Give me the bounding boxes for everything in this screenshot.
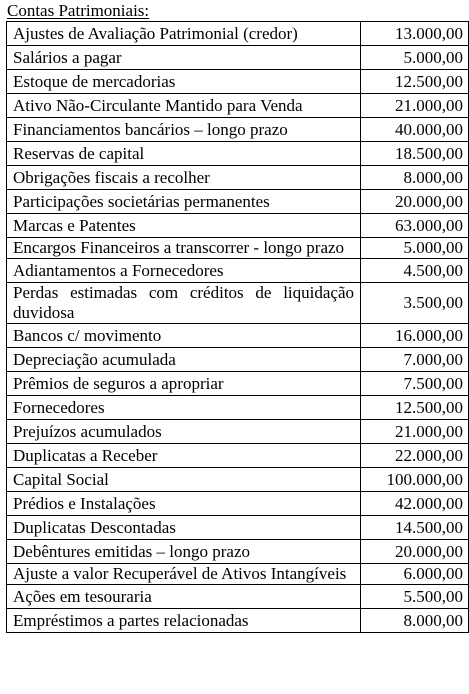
account-name: Financiamentos bancários – longo prazo	[7, 118, 361, 142]
account-name: Reservas de capital	[7, 142, 361, 166]
table-row	[7, 214, 469, 238]
table-row	[7, 46, 469, 70]
account-name: Duplicatas Descontadas	[7, 516, 361, 540]
account-value: 20.000,00	[361, 190, 469, 214]
table-row	[7, 118, 469, 142]
account-name: Capital Social	[7, 468, 361, 492]
table-row	[7, 492, 469, 516]
account-name: Prejuízos acumulados	[7, 420, 361, 444]
table-row	[7, 283, 469, 324]
table-row	[7, 372, 469, 396]
accounts-table-body	[7, 22, 469, 633]
account-value: 16.000,00	[361, 324, 469, 348]
table-row	[7, 516, 469, 540]
table-row	[7, 444, 469, 468]
account-value: 100.000,00	[361, 468, 469, 492]
table-row	[7, 94, 469, 118]
table-row	[7, 609, 469, 633]
account-value: 21.000,00	[361, 420, 469, 444]
table-caption: Contas Patrimoniais:	[7, 1, 150, 20]
account-name: Ativo Não-Circulante Mantido para Venda	[7, 94, 361, 118]
account-name: Salários a pagar	[7, 46, 361, 70]
account-value: 20.000,00	[361, 540, 469, 564]
account-value: 12.500,00	[361, 70, 469, 94]
account-name: Prêmios de seguros a apropriar	[7, 372, 361, 396]
account-value: 3.500,00	[361, 283, 469, 324]
account-name: Bancos c/ movimento	[7, 324, 361, 348]
account-name: Fornecedores	[7, 396, 361, 420]
account-name: Marcas e Patentes	[7, 214, 361, 238]
account-value: 4.500,00	[361, 259, 469, 283]
account-name: Participações societárias permanentes	[7, 190, 361, 214]
account-name: Obrigações fiscais a recolher	[7, 166, 361, 190]
account-value: 14.500,00	[361, 516, 469, 540]
account-value: 6.000,00	[361, 564, 469, 585]
account-value: 40.000,00	[361, 118, 469, 142]
table-row	[7, 70, 469, 94]
account-name: Adiantamentos a Fornecedores	[7, 259, 361, 283]
account-name: Ajuste a valor Recuperável de Ativos Intangíveis	[7, 564, 361, 585]
account-value: 22.000,00	[361, 444, 469, 468]
account-value: 5.000,00	[361, 238, 469, 259]
table-row	[7, 564, 469, 585]
account-value: 63.000,00	[361, 214, 469, 238]
account-value: 5.000,00	[361, 46, 469, 70]
table-row	[7, 420, 469, 444]
accounts-table	[6, 21, 469, 633]
account-value: 13.000,00	[361, 22, 469, 46]
table-row	[7, 585, 469, 609]
account-name: Duplicatas a Receber	[7, 444, 361, 468]
account-name: Prédios e Instalações	[7, 492, 361, 516]
account-name: Estoque de mercadorias	[7, 70, 361, 94]
account-value: 5.500,00	[361, 585, 469, 609]
table-row	[7, 324, 469, 348]
account-name: Depreciação acumulada	[7, 348, 361, 372]
account-name: Ações em tesouraria	[7, 585, 361, 609]
table-row	[7, 22, 469, 46]
account-name: Encargos Financeiros a transcorrer - longo prazo	[7, 238, 361, 259]
account-name: Debêntures emitidas – longo prazo	[7, 540, 361, 564]
account-value: 18.500,00	[361, 142, 469, 166]
table-row	[7, 468, 469, 492]
account-value: 42.000,00	[361, 492, 469, 516]
table-row	[7, 238, 469, 259]
table-row	[7, 142, 469, 166]
account-name: Ajustes de Avaliação Patrimonial (credor)	[7, 22, 361, 46]
account-value: 21.000,00	[361, 94, 469, 118]
table-row	[7, 396, 469, 420]
table-row	[7, 190, 469, 214]
table-row	[7, 348, 469, 372]
table-row	[7, 259, 469, 283]
account-value: 8.000,00	[361, 609, 469, 633]
account-value: 7.500,00	[361, 372, 469, 396]
account-name: Perdas estimadas com créditos de liquidação duvidosa	[7, 283, 361, 324]
table-row	[7, 166, 469, 190]
table-row	[7, 540, 469, 564]
account-name: Empréstimos a partes relacionadas	[7, 609, 361, 633]
account-value: 8.000,00	[361, 166, 469, 190]
account-value: 12.500,00	[361, 396, 469, 420]
account-value: 7.000,00	[361, 348, 469, 372]
